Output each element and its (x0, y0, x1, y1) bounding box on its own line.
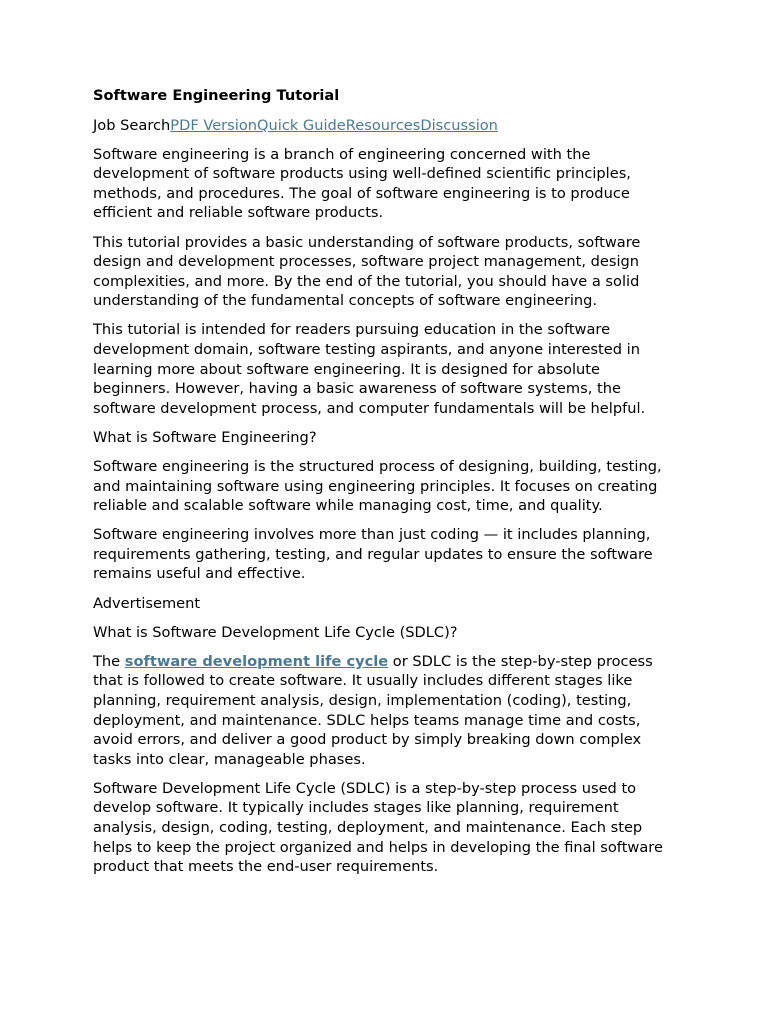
advertisement-label: Advertisement (93, 594, 201, 612)
nav-link-pdf-version[interactable]: PDF Version (170, 116, 258, 134)
page-title: Software Engineering Tutorial (93, 87, 340, 104)
sdlc-link[interactable]: software development life cycle (124, 652, 389, 670)
sdlc-summary-paragraph: Software Development Life Cycle (SDLC) is a step-by-step process used to develop software. It typically includes stages like planning, requirement analysis, design, coding, testing, deployment, and maintenance. Each step helps to keep the project organized and helps in developing the final software product that meets the end-user requirements. (93, 779, 663, 876)
nav-bar (93, 116, 675, 136)
nav-link-quick-guide[interactable]: Quick Guide (257, 116, 346, 134)
nav-link-discussion[interactable]: Discussion (420, 116, 498, 134)
nav-link-resources[interactable]: Resources (345, 116, 421, 134)
se-definition-paragraph: Software engineering is the structured process of designing, building, testing, and maintaining software using engineering principles. It focuses on creating reliable and scalable software while managing cost, time, and quality. (93, 458, 662, 515)
sdlc-paragraph (93, 652, 675, 770)
article-content (93, 86, 675, 877)
intro-paragraph: Software engineering is a branch of engineering concerned with the development of software products using well-defined scientific principles, methods, and procedures. The goal of software engineering is to produce efficient and reliable software products. (93, 145, 631, 222)
section-heading-what-is-se: What is Software Engineering? (93, 428, 317, 446)
section-heading-sdlc: What is Software Development Life Cycle (SDLC)? (93, 623, 458, 641)
sdlc-text-before: The (93, 652, 125, 670)
overview-paragraph: This tutorial provides a basic understanding of software products, software design and development processes, software project management, design complexities, and more. By the end of the tutorial, you should have a solid understanding of the fundamental concepts of software engineering. (93, 233, 641, 310)
se-scope-paragraph: Software engineering involves more than just coding — it includes planning, requirements gathering, testing, and regular updates to ensure the software remains useful and effective. (93, 526, 653, 583)
nav-prefix: Job Search (93, 116, 171, 134)
sdlc-text-after: or SDLC is the step-by-step process that is followed to create software. It usually includes different stages like planning, requirement analysis, design, implementation (coding), testing, deployment, and maintenance. SDLC helps teams manage time and costs, avoid errors, and deliver a good product by simply breaking down complex tasks into clear, manageable phases. (93, 652, 653, 768)
audience-paragraph: This tutorial is intended for readers pursuing education in the software development domain, software testing aspirants, and anyone interested in learning more about software engineering. It is designed for absolute beginners. However, having a basic awareness of software systems, the software development process, and computer fundamentals will be helpful. (93, 321, 646, 417)
